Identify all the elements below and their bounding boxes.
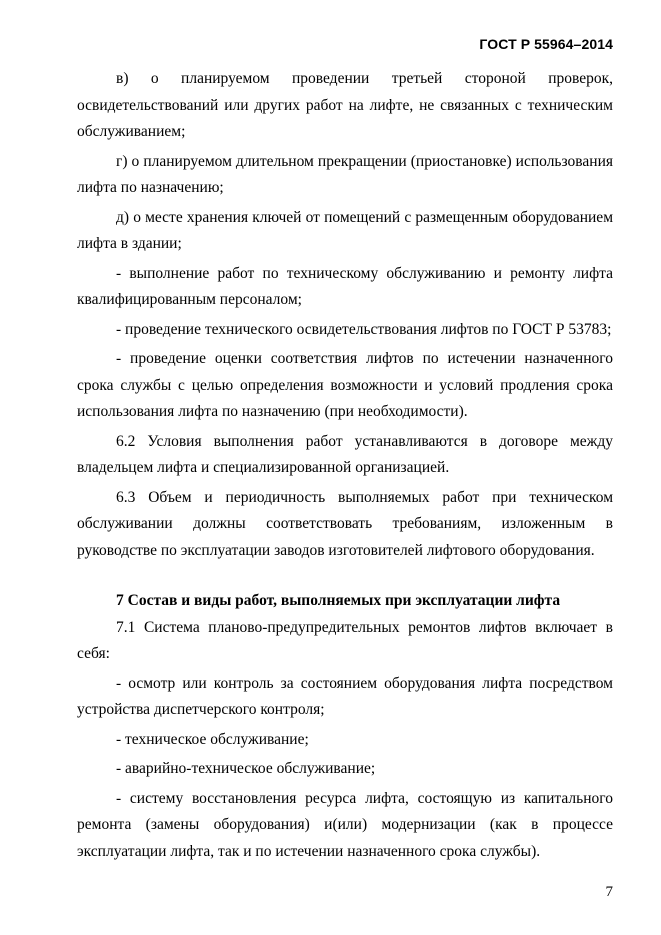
paragraph-technical-inspection: - проведение технического освидетельствования лифтов по ГОСТ Р 53783;	[116, 320, 612, 338]
paragraph-7-1: 7.1 Система планово-предупредительных ремонтов лифтов включает в себя:	[77, 618, 613, 662]
page-body	[77, 66, 613, 865]
paragraph-6-1-item-g: г) о планируемом длительном прекращении (приостановке) использования лифта по назначению;	[77, 152, 613, 196]
page-number: 7	[605, 884, 613, 900]
paragraph-6-2: 6.2 Условия выполнения работ устанавливаются в договоре между владельцем лифта и специализированной организацией.	[77, 432, 613, 476]
paragraph-7-1-inspection: - осмотр или контроль за состоянием оборудования лифта посредством устройства диспетчерского контроля;	[77, 674, 613, 718]
paragraph-7-1-maintenance: - техническое обслуживание;	[116, 730, 309, 748]
paragraph-7-1-emergency-maintenance: - аварийно-техническое обслуживание;	[116, 760, 376, 777]
paragraph-6-1-item-d: д) о месте хранения ключей от помещений с размещенным оборудованием лифта в здании;	[77, 208, 613, 252]
paragraph-maintenance-staff: - выполнение работ по техническому обслуживанию и ремонту лифта квалифицированным персоналом;	[77, 264, 613, 308]
paragraph-6-3: 6.3 Объем и периодичность выполняемых работ при техническом обслуживании должны соответствовать требованиям, изложенным в руководстве по эксплуатации заводов изготовителей лифтового оборудования.	[77, 488, 613, 559]
document-number-header: ГОСТ Р 55964–2014	[479, 36, 613, 52]
paragraph-6-1-item-v: в) о планируемом проведении третьей стороной проверок, освидетельствований или других работ на лифте, не связанных с техническим обслуживанием;	[77, 70, 613, 140]
paragraph-conformity-assessment: - проведение оценки соответствия лифтов по истечении назначенного срока службы с целью определения возможности и условий продления срока использования лифта по назначению (при необходимости).	[77, 350, 613, 420]
paragraph-7-1-resource-restoration: - систему восстановления ресурса лифта, состоящую из капитального ремонта (замены оборудования) и(или) модернизации (как в процессе эксплуатации лифта, так и по истечении назначенного срока службы).	[77, 789, 613, 860]
section-7-heading: 7 Состав и виды работ, выполняемых при эксплуатации лифта	[116, 592, 561, 609]
